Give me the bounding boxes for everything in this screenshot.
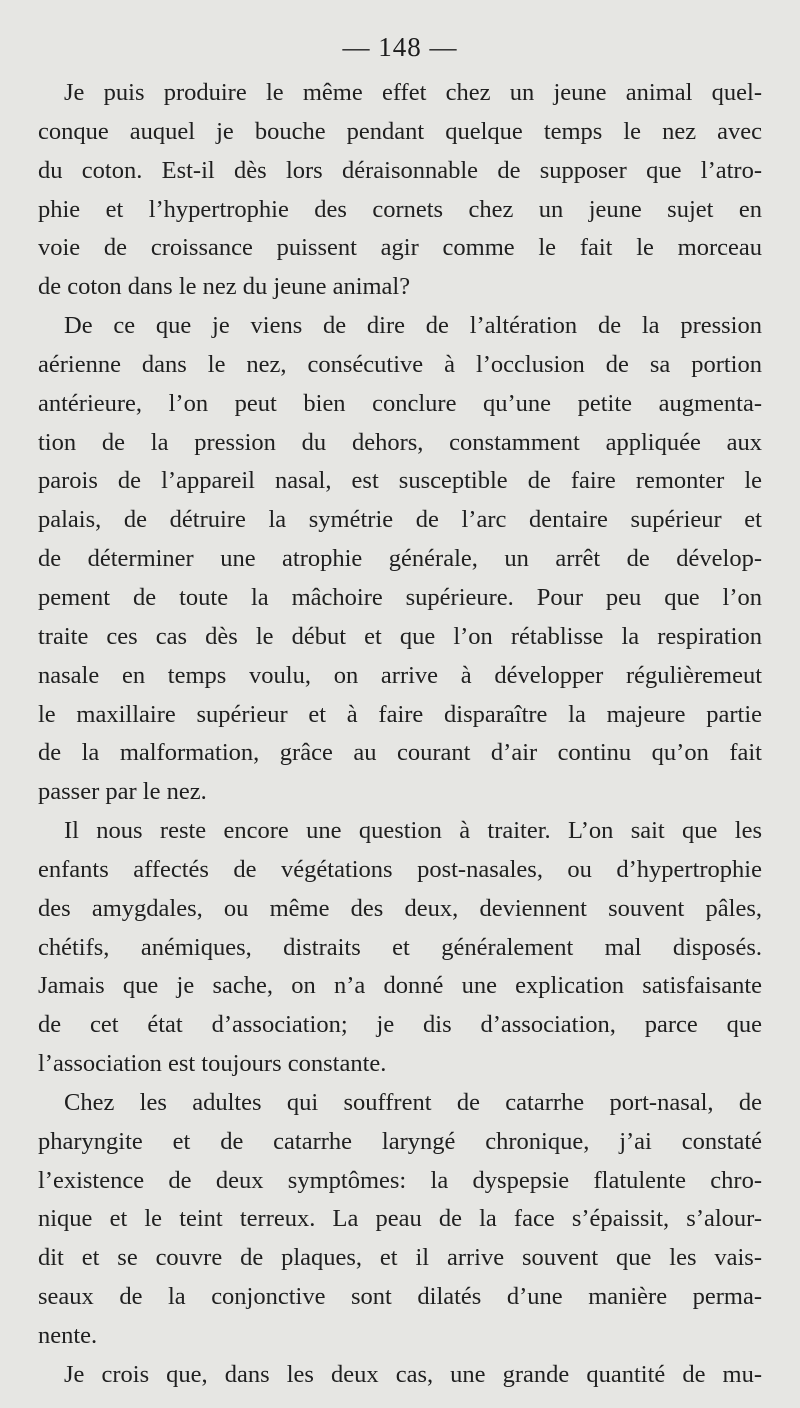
text-line: pement de toute la mâchoire supérieure. Pour peu que l’on — [38, 583, 762, 611]
text-line: Jamais que je sache, on n’a donné une explication satisfaisante — [38, 972, 762, 1000]
text-line: seaux de la conjonctive sont dilatés d’une manière perma- — [38, 1283, 762, 1311]
text-line: antérieure, l’on peut bien conclure qu’une petite augmenta- — [38, 389, 762, 417]
text-line: passer par le nez. — [38, 778, 207, 806]
text-line: Chez les adultes qui souffrent de catarrhe port-nasal, de — [64, 1088, 762, 1116]
text-line: conque auquel je bouche pendant quelque temps le nez avec — [38, 117, 762, 145]
text-line: des amygdales, ou même des deux, deviennent souvent pâles, — [38, 894, 762, 922]
text-line: nique et le teint terreux. La peau de la face s’épaissit, s’alour- — [38, 1205, 762, 1233]
text-line: voie de croissance puissent agir comme le fait le morceau — [38, 234, 762, 262]
text-line: De ce que je viens de dire de l’altération de la pression — [64, 312, 762, 340]
text-line: le maxillaire supérieur et à faire disparaître la majeure partie — [38, 700, 762, 728]
text-line: tion de la pression du dehors, constamment appliquée aux — [38, 428, 762, 456]
text-line: nente. — [38, 1322, 98, 1349]
text-line: Je puis produire le même effet chez un jeune animal quel- — [64, 79, 762, 106]
text-line: pharyngite et de catarrhe laryngé chronique, j’ai constaté — [38, 1127, 762, 1155]
text-line: chétifs, anémiques, distraits et généralement mal disposés. — [38, 933, 762, 961]
text-line: phie et l’hypertrophie des cornets chez un jeune sujet en — [38, 195, 762, 223]
page-number: — 148 — — [342, 32, 458, 62]
text-line: l’association est toujours constante. — [38, 1050, 387, 1078]
text-line: de déterminer une atrophie générale, un arrêt de dévelop- — [38, 545, 762, 573]
text-line: Il nous reste encore une question à traiter. L’on sait que les — [64, 817, 762, 845]
text-line: dit et se couvre de plaques, et il arrive souvent que les vais- — [38, 1244, 762, 1272]
text-line: traite ces cas dès le début et que l’on rétablisse la respiration — [38, 622, 762, 650]
text-line: enfants affectés de végétations post-nasales, ou d’hypertrophie — [38, 855, 762, 883]
text-line: de coton dans le nez du jeune animal? — [38, 273, 411, 301]
text-line: nasale en temps voulu, on arrive à développer régulièremeut — [38, 661, 762, 689]
text-line: du coton. Est-il dès lors déraisonnable de supposer que l’atro- — [38, 156, 762, 184]
body-text — [38, 74, 762, 1395]
text-line: de cet état d’association; je dis d’association, parce que — [38, 1011, 762, 1039]
text-line: palais, de détruire la symétrie de l’arc dentaire supérieur et — [38, 506, 762, 534]
text-line: aérienne dans le nez, consécutive à l’occlusion de sa portion — [38, 350, 762, 378]
text-line: l’existence de deux symptômes: la dyspepsie flatulente chro- — [38, 1166, 762, 1194]
text-line: parois de l’appareil nasal, est susceptible de faire remonter le — [38, 467, 762, 495]
text-line: Je crois que, dans les deux cas, une grande quantité de mu- — [64, 1360, 762, 1388]
text-line: de la malformation, grâce au courant d’air continu qu’on fait — [38, 739, 762, 767]
